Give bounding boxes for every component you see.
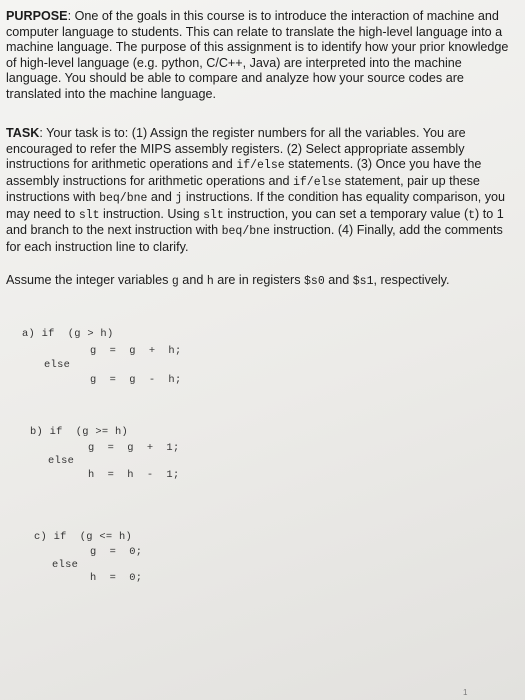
- problem-a-else: else: [44, 359, 71, 371]
- code-term: h: [206, 275, 214, 288]
- purpose-paragraph: [6, 9, 518, 102]
- assume-text: Assume the integer variables: [6, 273, 172, 287]
- code-term: $s1: [352, 275, 374, 288]
- problem-b-then: g = g + 1;: [88, 442, 180, 454]
- problem-a-then: g = g + h;: [90, 345, 182, 357]
- code-term: j: [175, 192, 183, 205]
- code-term: $s0: [304, 275, 325, 288]
- problem-a-if: a) if (g > h): [22, 328, 114, 340]
- code-term: g: [171, 275, 179, 288]
- purpose-label: PURPOSE: [6, 9, 68, 23]
- problem-c-else-body: h = 0;: [90, 572, 143, 584]
- problem-b-if: b) if (g >= h): [30, 426, 129, 438]
- assume-paragraph: [6, 273, 518, 290]
- code-term: slt: [203, 208, 224, 222]
- task-text: instruction, you can set a temporary value (: [223, 206, 469, 221]
- problem-c-else: else: [52, 559, 79, 571]
- task-text: statement, pair up these instructions with: [6, 173, 480, 204]
- task-text: instructions. If the condition has equality comparison, you may need to: [6, 190, 506, 221]
- task-paragraph: [6, 126, 518, 255]
- assume-text: and: [178, 273, 207, 287]
- purpose-text: : One of the goals in this course is to introduce the interaction of machine and computer language to students. This can relate to translate the high-level language into a machine language. The purpose of this assignment is to identify how your prior knowledge of high-level language (e.g. python, C/C++, Java) are interpreted into the machine language. You should be able to compare and analyze how your source codes are translated into the machine language.: [6, 9, 509, 101]
- page-number: 1: [463, 688, 468, 697]
- problem-c-then: g = 0;: [90, 546, 143, 558]
- assume-text: and: [324, 273, 353, 287]
- task-text: instruction. (4) Finally, add the comments for each instruction line to clarify.: [6, 223, 503, 254]
- code-term: beq/bne: [221, 225, 270, 238]
- code-term: if/else: [293, 175, 342, 189]
- task-text: statements. (3) Once you have the assembly instructions for arithmetic operations and: [6, 157, 482, 188]
- problem-b-else: else: [48, 455, 75, 467]
- task-label: TASK: [6, 126, 40, 140]
- task-text: : Your task is to: (1) Assign the register numbers for all the variables. You are encouraged to refer the MIPS assembly registers. (2) Select appropriate assembly instructions for arithmetic operations and: [6, 126, 466, 171]
- code-term: if/else: [236, 159, 285, 172]
- code-term: t: [468, 208, 476, 222]
- task-text: instruction. Using: [99, 206, 204, 221]
- assume-text: are in registers: [213, 273, 305, 287]
- task-text: and: [147, 190, 176, 204]
- problem-c-if: c) if (g <= h): [34, 531, 133, 543]
- problem-b-else-body: h = h - 1;: [88, 469, 180, 481]
- task-text: ) to 1 and branch to the next instruction with: [6, 206, 504, 237]
- assume-text: , respectively.: [373, 273, 450, 287]
- problem-a-else-body: g = g - h;: [90, 374, 182, 386]
- code-term: beq/bne: [99, 192, 148, 205]
- code-term: slt: [78, 208, 100, 222]
